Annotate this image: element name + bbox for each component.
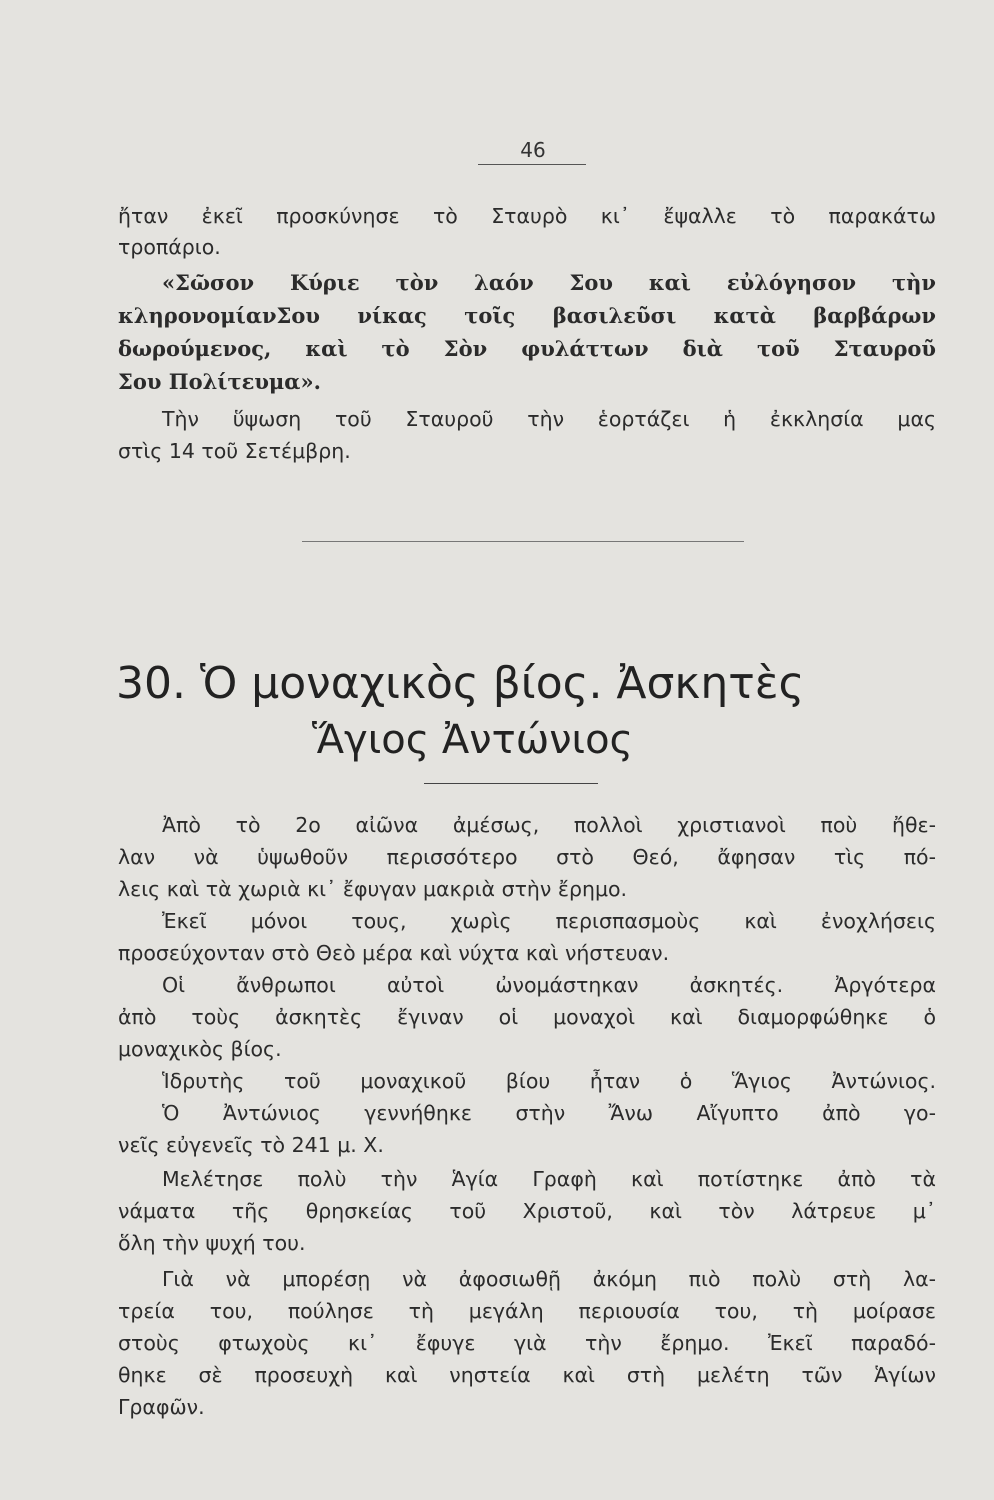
body-line-2: λαν νὰ ὑψωθοῦν περισσότερο στὸ Θεό, ἄφησαν τὶς πό- bbox=[118, 845, 936, 869]
body-line-8: μοναχικὸς βίος. bbox=[118, 1037, 282, 1061]
body-line-12: Μελέτησε πολὺ τὴν Ἁγία Γραφὴ καὶ ποτίστηκε ἀπὸ τὰ bbox=[162, 1167, 936, 1191]
body-line-15: Γιὰ νὰ μπορέσῃ νὰ ἀφοσιωθῇ ἀκόμη πιὸ πολὺ στὴ λα- bbox=[162, 1267, 936, 1291]
body-line-14: ὅλη τὴν ψυχή του. bbox=[118, 1231, 306, 1255]
hymn-line-3: δωρούμενος, καὶ τὸ Σὸν φυλάττων διὰ τοῦ Σταυροῦ bbox=[118, 336, 936, 361]
intro-line-2: τροπάριο. bbox=[118, 235, 221, 259]
body-line-16: τρεία του, πούλησε τὴ μεγάλη περιουσία του, τὴ μοίρασε bbox=[118, 1299, 936, 1323]
body-line-6: Οἱ ἄνθρωποι αὐτοὶ ὠνομάστηκαν ἀσκητές. Ἀργότερα bbox=[162, 973, 936, 997]
section-divider bbox=[302, 541, 744, 542]
body-line-3: λεις καὶ τὰ χωριὰ κι᾿ ἔφυγαν μακριὰ στὴν ἔρημο. bbox=[118, 877, 628, 901]
hymn-line-4: Σου Πολίτευμα». bbox=[118, 369, 321, 394]
page-number-underline bbox=[478, 164, 586, 165]
body-line-17: στοὺς φτωχοὺς κι᾿ ἔφυγε γιὰ τὴν ἔρημο. Ἐκεῖ παραδό- bbox=[118, 1331, 936, 1355]
feast-line-1: Τὴν ὕψωση τοῦ Σταυροῦ τὴν ἑορτάζει ἡ ἐκκλησία μας bbox=[162, 407, 936, 431]
body-line-13: νάματα τῆς θρησκείας τοῦ Χριστοῦ, καὶ τὸν λάτρευε μ᾿ bbox=[118, 1199, 936, 1223]
body-line-4: Ἐκεῖ μόνοι τους, χωρὶς περισπασμοὺς καὶ ἐνοχλήσεις bbox=[162, 909, 936, 933]
hymn-line-2: κληρονομίανΣου νίκας τοῖς βασιλεῦσι κατὰ βαρβάρων bbox=[118, 303, 936, 328]
body-line-19: Γραφῶν. bbox=[118, 1395, 205, 1419]
body-line-18: θηκε σὲ προσευχὴ καὶ νηστεία καὶ στὴ μελέτη τῶν Ἁγίων bbox=[118, 1363, 936, 1387]
body-line-1: Ἀπὸ τὸ 2ο αἰῶνα ἀμέσως, πολλοὶ χριστιανοὶ ποὺ ἤθε- bbox=[162, 813, 936, 837]
body-line-5: προσεύχονταν στὸ Θεὸ μέρα καὶ νύχτα καὶ νήστευαν. bbox=[118, 941, 670, 965]
body-line-10: Ὁ Ἀντώνιος γεννήθηκε στὴν Ἄνω Αἴγυπτο ἀπὸ γο- bbox=[162, 1101, 936, 1125]
feast-line-2: στὶς 14 τοῦ Σετέμβρη. bbox=[118, 439, 351, 463]
hymn-line-1: «Σῶσον Κύριε τὸν λαόν Σου καὶ εὐλόγησον τὴν bbox=[162, 270, 936, 295]
intro-line-1: ἤταν ἐκεῖ προσκύνησε τὸ Σταυρὸ κι᾿ ἔψαλλε τὸ παρακάτω bbox=[118, 204, 936, 228]
chapter-subtitle: Ἅγιος Ἀντώνιος bbox=[312, 717, 634, 763]
chapter-title-underline bbox=[424, 783, 598, 784]
body-line-7: ἀπὸ τοὺς ἀσκητὲς ἔγιναν οἱ μοναχοὶ καὶ διαμορφώθηκε ὁ bbox=[118, 1005, 936, 1029]
chapter-title: 30. Ὁ μοναχικὸς βίος. Ἀσκητὲς bbox=[116, 658, 805, 709]
body-line-11: νεῖς εὐγενεῖς τὸ 241 μ. Χ. bbox=[118, 1133, 384, 1157]
page-number: 46 bbox=[520, 138, 546, 162]
body-line-9: Ἱδρυτὴς τοῦ μοναχικοῦ βίου ἦταν ὁ Ἅγιος Ἀντώνιος. bbox=[162, 1069, 936, 1093]
